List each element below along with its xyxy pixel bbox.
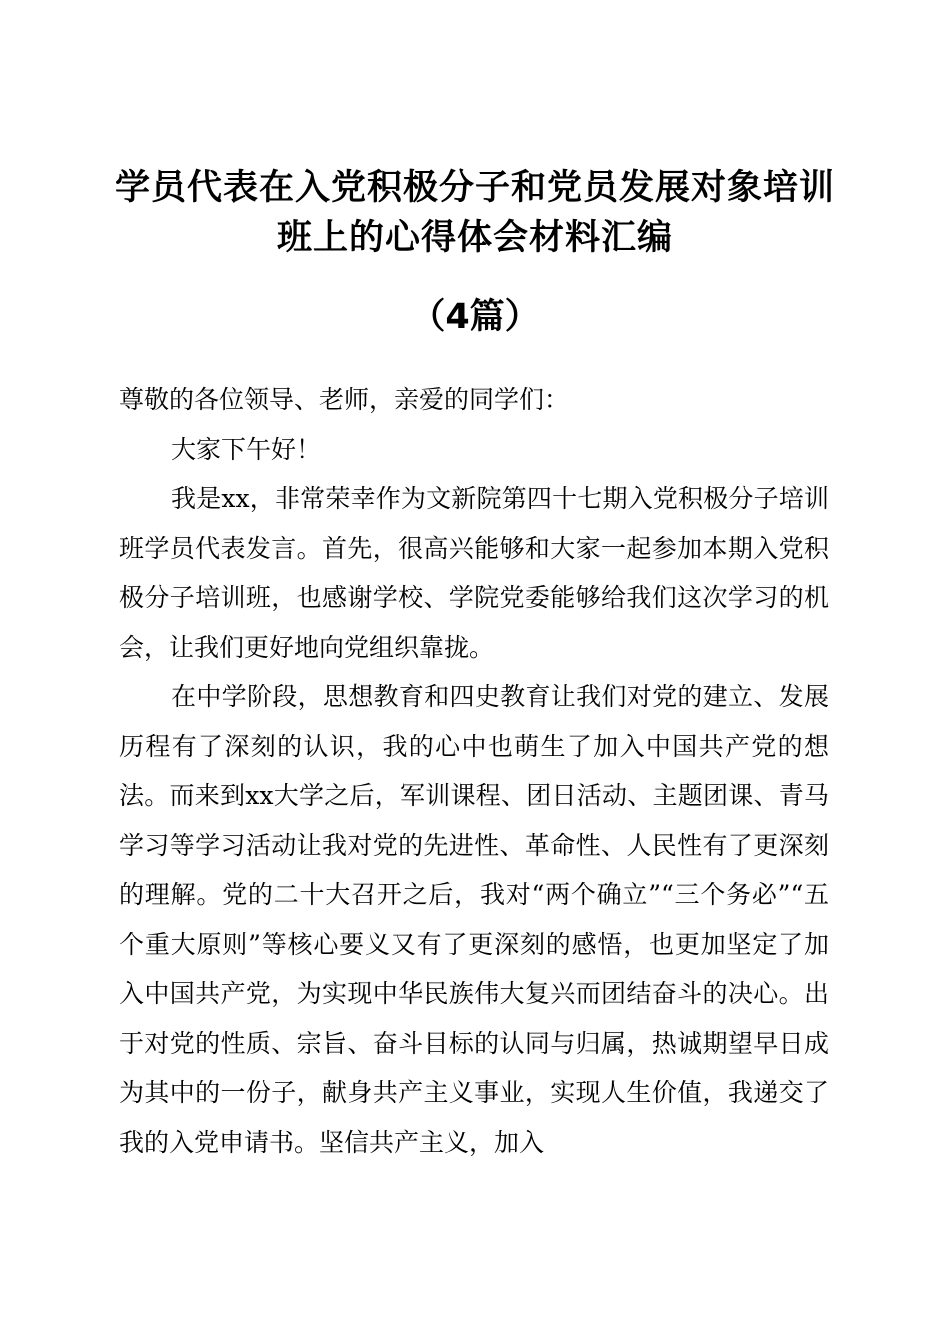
document-body (119, 375, 829, 1167)
document-title-line-2: 班上的心得体会材料汇编 (276, 218, 673, 258)
paragraph-greeting: 大家下午好！ (171, 434, 322, 464)
document-subtitle: （4篇） (410, 297, 540, 337)
paragraph-experience: 在中学阶段，思想教育和四史教育让我们对党的建立、发展历程有了深刻的认识，我的心中也萌生了加入中国共产党的想法。而来到xx大学之后，军训课程、团日活动、主题团课、青马学习等学习活动让我对党的先进性、革命性、人民性有了更深刻的理解。党的二十大召开之后，我对“两个确立”“三个务必”“五个重大原则”等核心要义又有了更深刻的感悟，也更加坚定了加入中国共产党，为实现中华民族伟大复兴而团结奋斗的决心。出于对党的性质、宗旨、奋斗目标的认同与归属，热诚期望早日成为其中的一份子，献身共产主义事业，实现人生价值，我递交了我的入党申请书。坚信共产主义，加入 (119, 682, 829, 1157)
salutation: 尊敬的各位领导、老师，亲爱的同学们： (119, 385, 570, 414)
paragraph-introduction: 我是xx，非常荣幸作为文新院第四十七期入党积极分子培训班学员代表发言。首先，很高兴能够和大家一起参加本期入党积极分子培训班，也感谢学校、学院党委能够给我们这次学习的机会，让我们更好地向党组织靠拢。 (119, 484, 829, 662)
document-title-line-1: 学员代表在入党积极分子和党员发展对象培训 (114, 168, 835, 208)
